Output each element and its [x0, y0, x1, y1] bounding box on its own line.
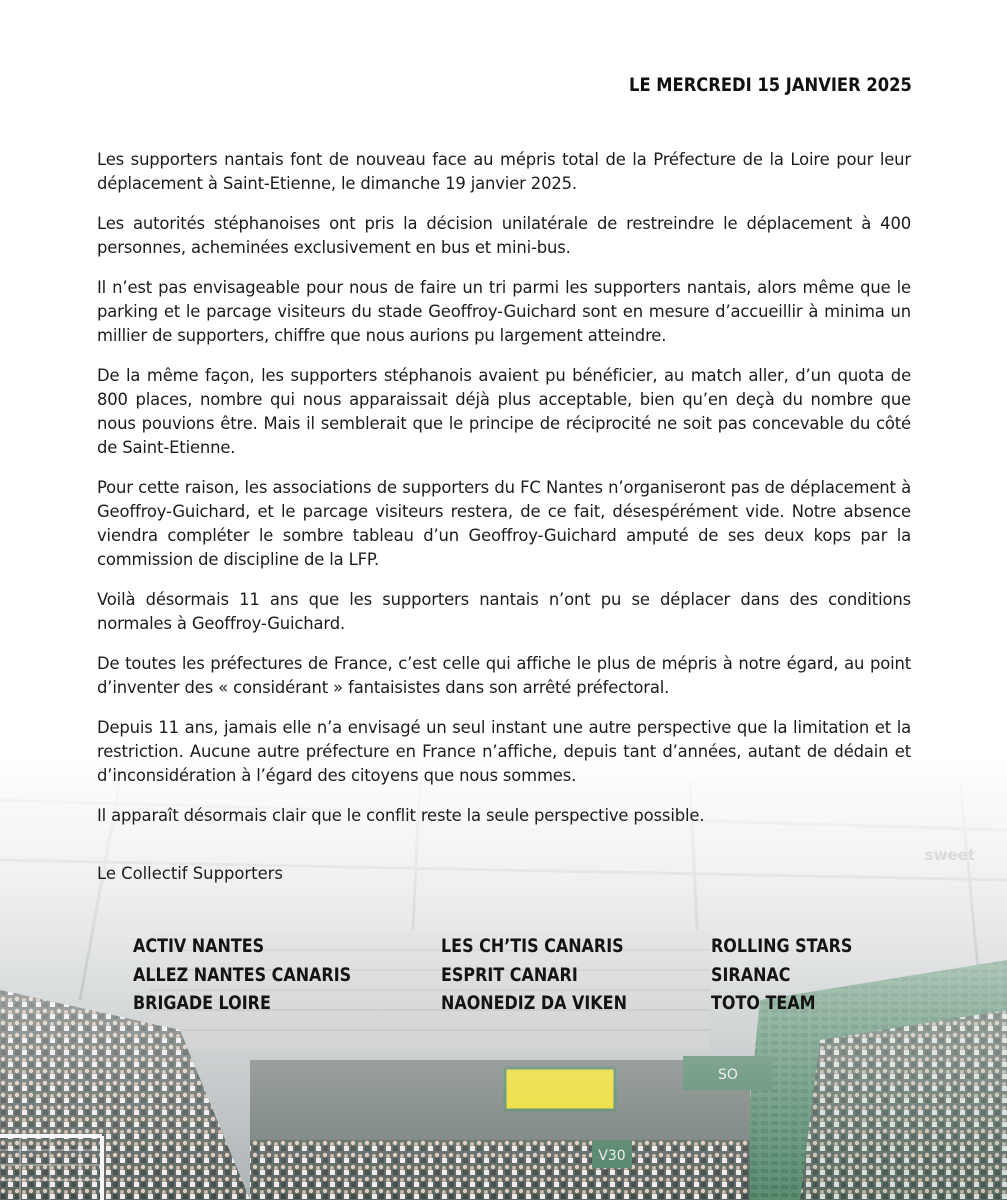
group-name: NAONEDIZ DA VIKEN	[441, 992, 627, 1014]
group-name: SIRANAC	[711, 963, 791, 986]
supporter-groups-column-3	[711, 932, 879, 1018]
group-name: ALLEZ NANTES CANARIS	[133, 963, 352, 986]
group-name: ROLLING STARS	[711, 935, 853, 957]
paragraph: Il n’est pas envisageable pour nous de faire un tri parmi les supporters nantais, alors même que le parking et le parcage visiteurs du stade Geoffroy-Guichard sont en mesure d’accueillir à minima un millier de supporters, chiffre que nous aurions pu largement atteindre.	[97, 278, 911, 345]
paragraph: Il apparaît désormais clair que le conflit reste la seule perspective possible.	[97, 806, 705, 825]
group-name: TOTO TEAM	[711, 992, 816, 1014]
paragraph: Les supporters nantais font de nouveau face au mépris total de la Préfecture de la Loire pour leur déplacement à Saint-Etienne, le dimanche 19 janvier 2025.	[97, 150, 911, 193]
letter-date: LE MERCREDI 15 JANVIER 2025	[629, 74, 912, 96]
supporter-groups-column-2	[441, 932, 662, 1018]
letter-body	[97, 148, 911, 844]
paragraph: De toutes les préfectures de France, c’est celle qui affiche le plus de mépris à notre égard, au point d’inventer des « considérant » fantaisistes dans son arrêté préfectoral.	[97, 654, 911, 697]
supporter-groups-column-1	[133, 932, 393, 1018]
paragraph: De la même façon, les supporters stéphanois avaient pu bénéficier, au match aller, d’un quota de 800 places, nombre qui nous apparaissait déjà plus acceptable, bien qu’en deçà du nombre que nous pouvions être. Mais il semblerait que le principe de réciprocité ne soit pas concevable du côté de Saint-Etienne.	[97, 366, 911, 457]
signature: Le Collectif Supporters	[97, 864, 283, 883]
paragraph: Voilà désormais 11 ans que les supporters nantais n’ont pu se déplacer dans des conditions normales à Geoffroy-Guichard.	[97, 590, 911, 633]
group-name: ACTIV NANTES	[133, 935, 265, 957]
group-name: ESPRIT CANARI	[441, 963, 578, 986]
group-name: LES CH’TIS CANARIS	[441, 935, 624, 957]
paragraph: Depuis 11 ans, jamais elle n’a envisagé un seul instant une autre perspective que la limitation et la restriction. Aucune autre préfecture en France n’affiche, depuis tant d’années, autant de dédain et d’inconsidération à l’égard des citoyens que nous sommes.	[97, 718, 911, 785]
paragraph: Les autorités stéphanoises ont pris la décision unilatérale de restreindre le déplacement à 400 personnes, acheminées exclusivement en bus et mini-bus.	[97, 214, 911, 257]
group-name: BRIGADE LOIRE	[133, 992, 271, 1014]
paragraph: Pour cette raison, les associations de supporters du FC Nantes n’organiseront pas de déplacement à Geoffroy-Guichard, et le parcage visiteurs restera, de ce fait, désespérément vide. Notre absence viendra compléter le sombre tableau d’un Geoffroy-Guichard amputé de ses deux kops par la commission de discipline de la LFP.	[97, 478, 911, 569]
